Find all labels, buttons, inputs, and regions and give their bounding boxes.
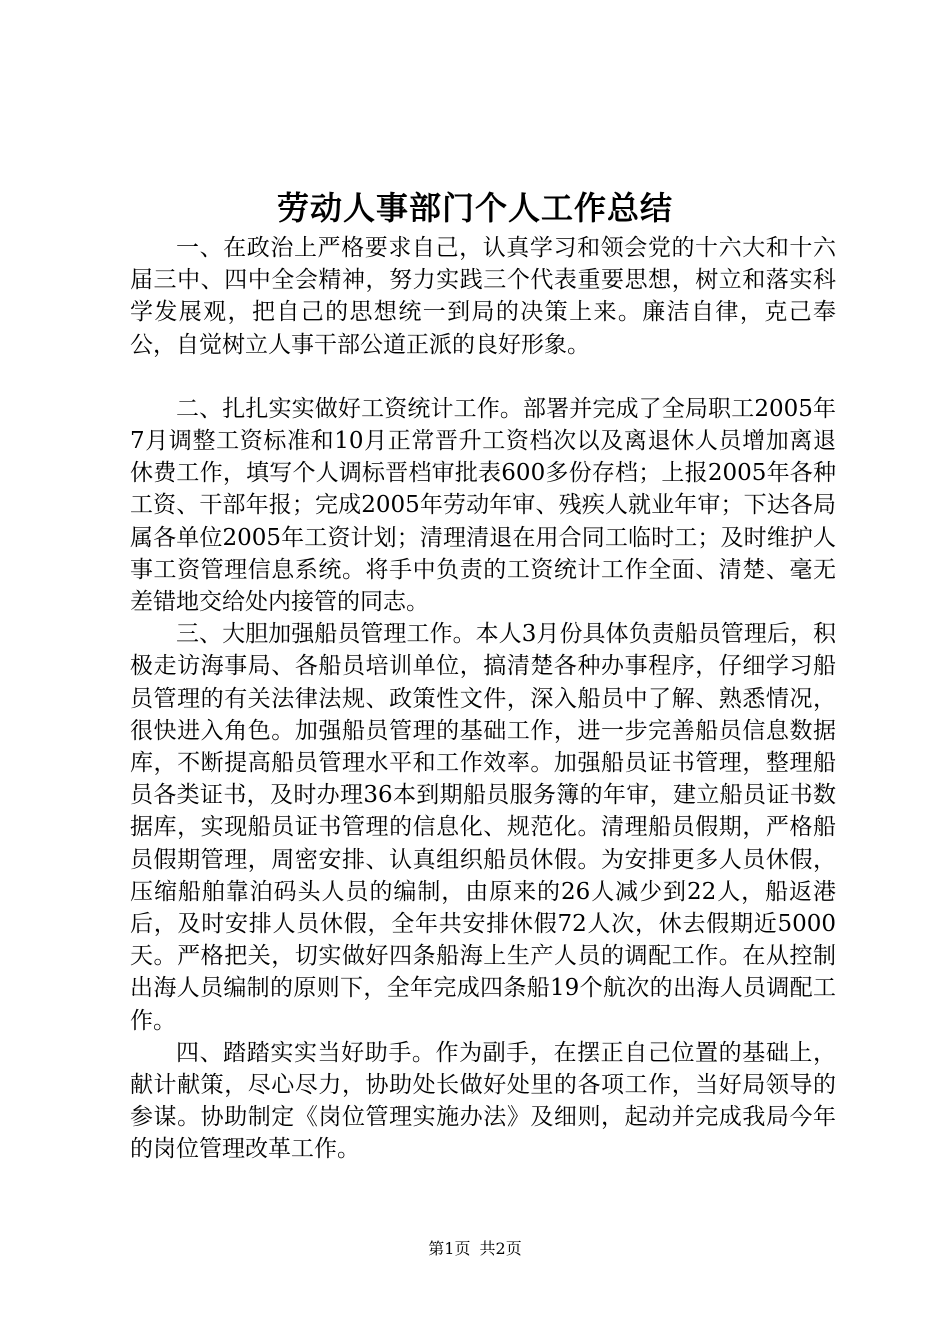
page-total: 共2页 — [479, 1239, 522, 1258]
paragraph-1: 一、在政治上严格要求自己，认真学习和领会党的十六大和十六届三中、四中全会精神，努力实践三个代表重要思想，树立和落实科学发展观，把自己的思想统一到局的决策上来。廉洁自律，克己奉公，自觉树立人事干部公道正派的良好形象。 — [130, 235, 836, 358]
document-title: 劳动人事部门个人工作总结 — [276, 189, 673, 227]
paragraph-3: 三、大胆加强船员管理工作。本人3月份具体负责船员管理后，积极走访海事局、各船员培训单位，搞清楚各种办事程序，仔细学习船员管理的有关法律法规、政策性文件，深入船员中了解、熟悉情况，很快进入角色。加强船员管理的基础工作，进一步完善船员信息数据库，不断提高船员管理水平和工作效率。加强船员证书管理，整理船员各类证书，及时办理36本到期船员服务簿的年审，建立船员证书数据库，实现船员证书管理的信息化、规范化。清理船员假期，严格船员假期管理，周密安排、认真组织船员休假。为安排更多人员休假，压缩船舶靠泊码头人员的编制，由原来的26人减少到22人，船返港后，及时安排人员休假，全年共安排休假72人次，休去假期近5000天。严格把关，切实做好四条船海上生产人员的调配工作。在从控制出海人员编制的原则下，全年完成四条船19个航次的出海人员调配工作。 — [130, 621, 836, 1034]
paragraph-2: 二、扎扎实实做好工资统计工作。部署并完成了全局职工2005年7月调整工资标准和10月正常晋升工资档次以及离退休人员增加离退休费工作，填写个人调标晋档审批表600多份存档；上报2005年各种工资、干部年报；完成2005年劳动年审、残疾人就业年审；下达各局属各单位2005年工资计划；清理清退在用合同工临时工；及时维护人事工资管理信息系统。将手中负责的工资统计工作全面、清楚、毫无差错地交给处内接管的同志。 — [130, 395, 836, 616]
paragraph-spacer — [130, 361, 836, 393]
page-number: 第1页 — [428, 1239, 471, 1258]
paragraph-4: 四、踏踏实实当好助手。作为副手，在摆正自己位置的基础上，献计献策，尽心尽力，协助处长做好处里的各项工作，当好局领导的参谋。协助制定《岗位管理实施办法》及细则，起动并完成我局今年的岗位管理改革工作。 — [130, 1039, 836, 1163]
page-footer — [0, 1238, 950, 1260]
document-body — [130, 232, 836, 1166]
